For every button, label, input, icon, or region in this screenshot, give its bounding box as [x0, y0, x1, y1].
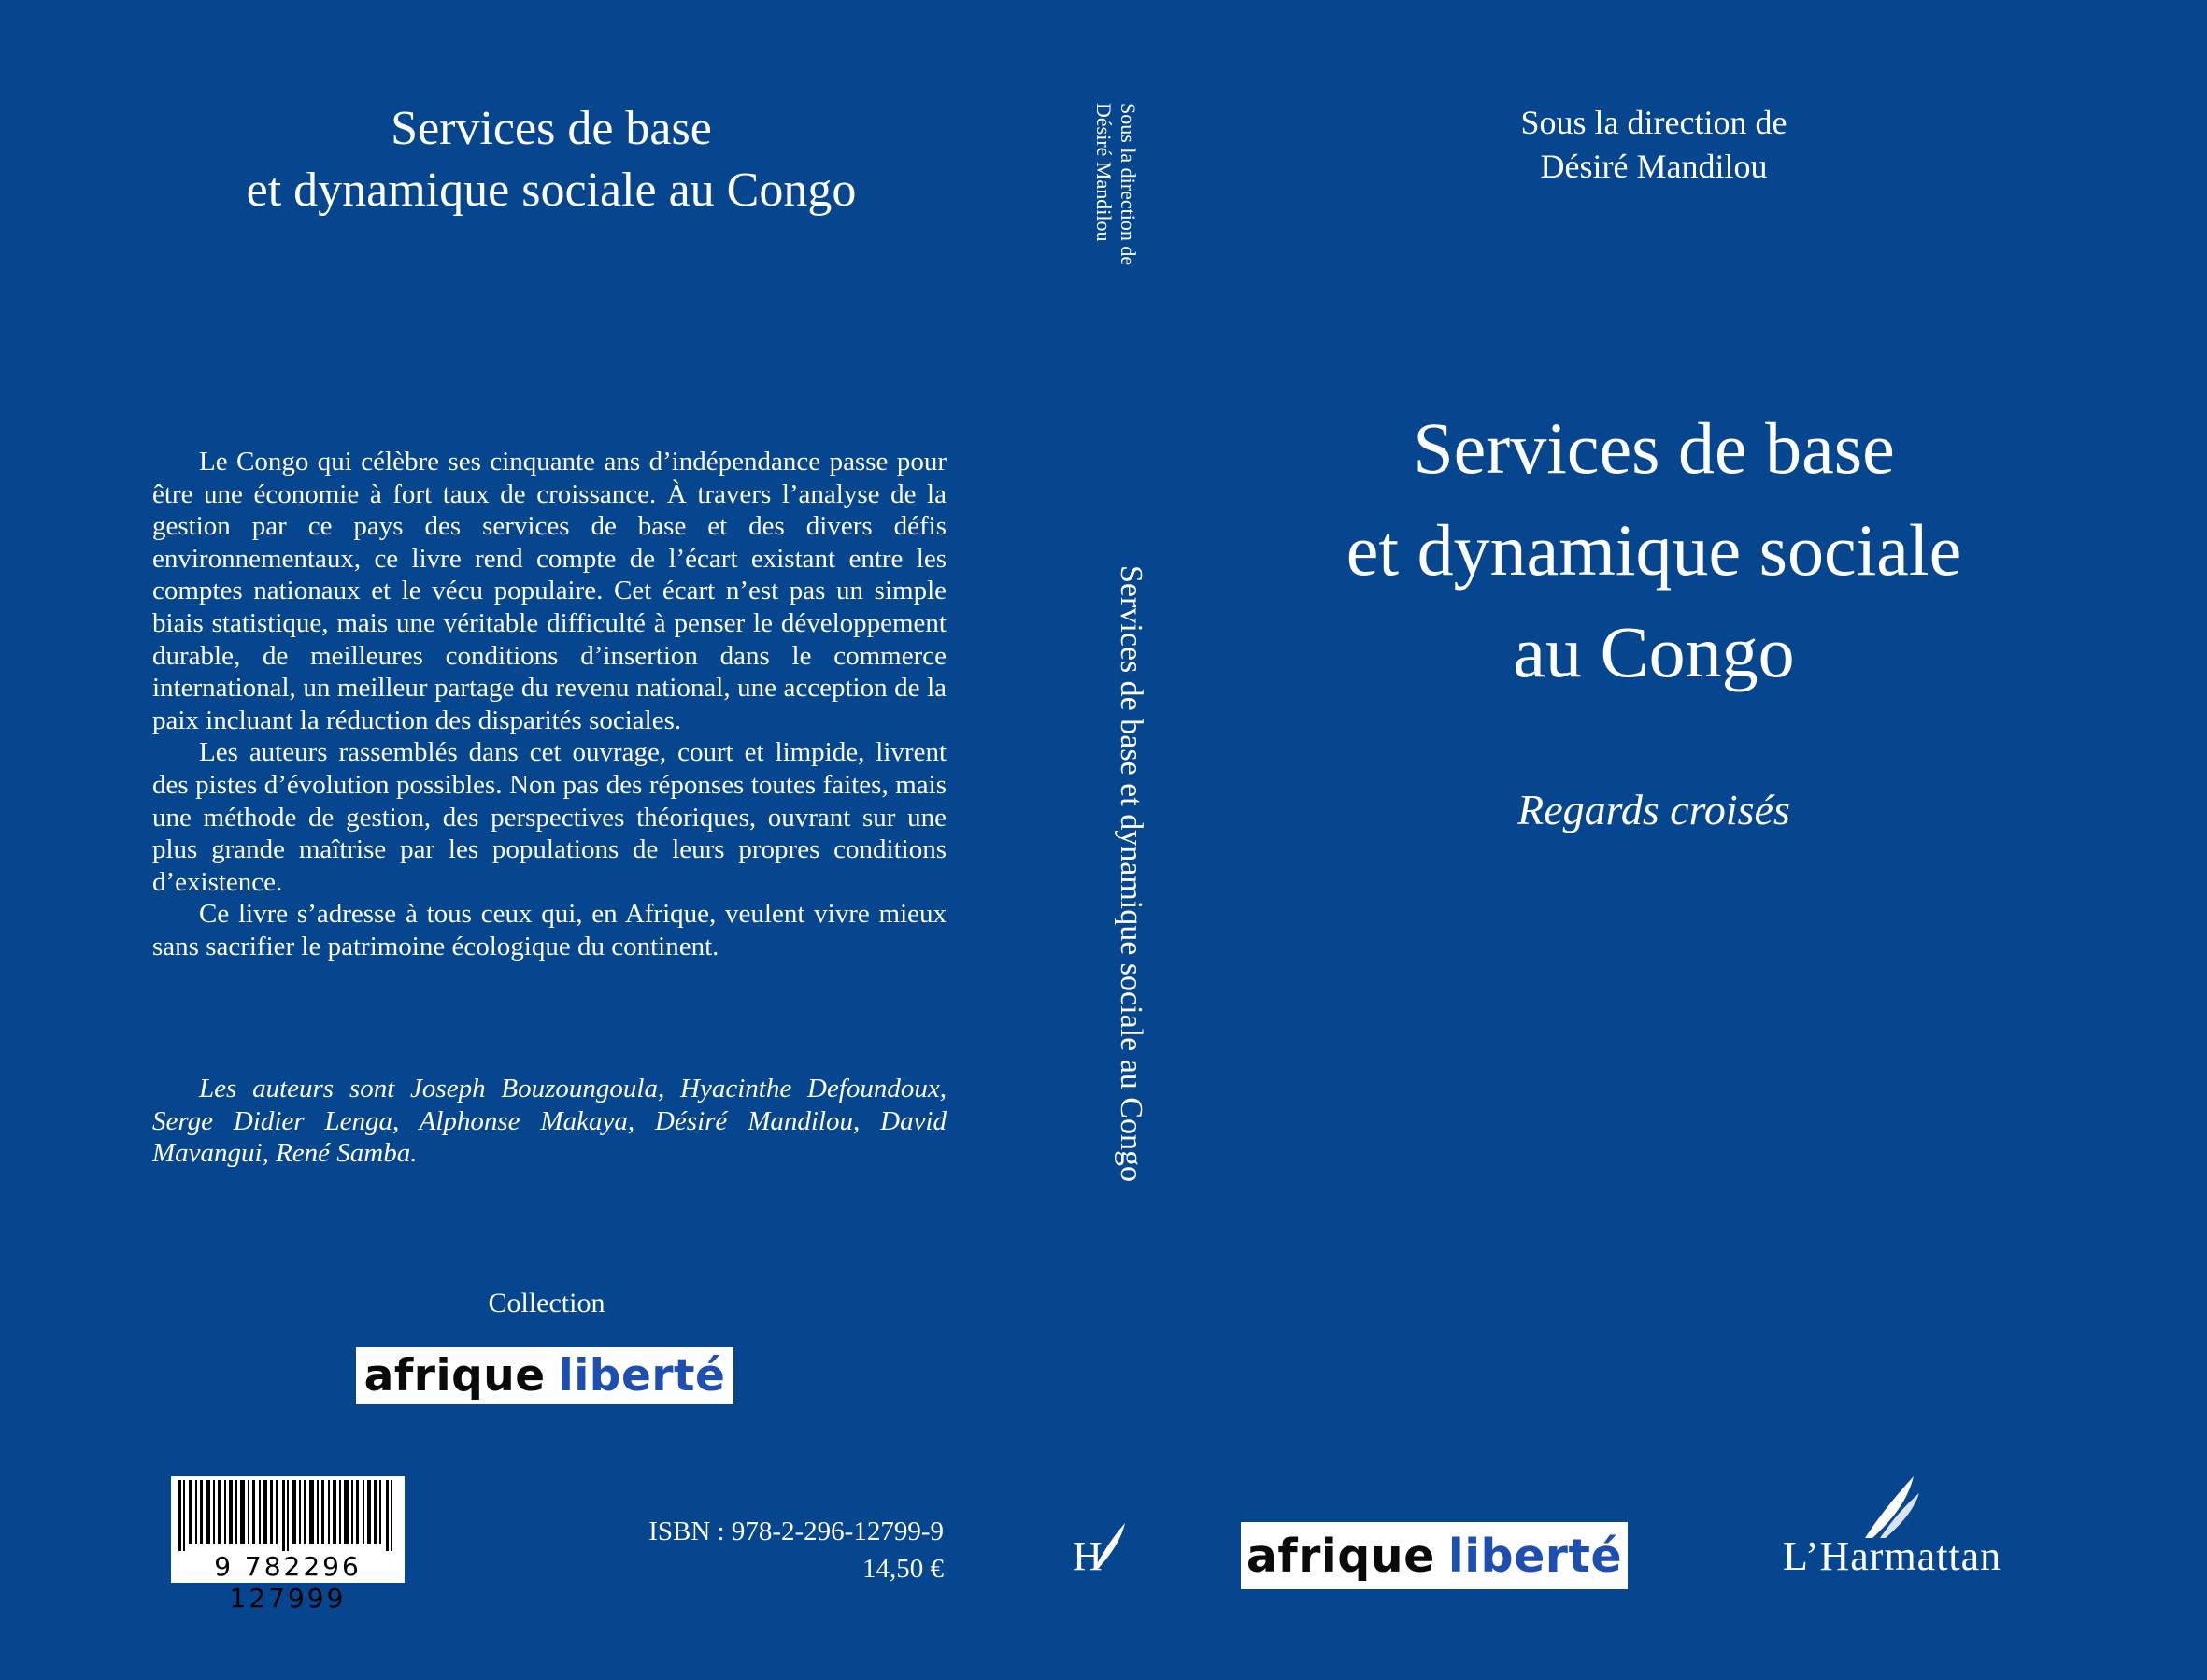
- spine-title-text: Services de base et dynamique sociale au Congo: [1114, 565, 1148, 1182]
- front-cover-subtitle: Regards croisés: [1517, 786, 1790, 833]
- logo-word-liberte: liberté: [558, 1350, 726, 1402]
- collection-label: Collection: [488, 1288, 605, 1318]
- spine-title: [1047, 565, 1159, 1275]
- barcode-digits: 9 782296 127999: [171, 1551, 405, 1583]
- front-title-line-3: au Congo: [1513, 611, 1795, 692]
- front-direction-line-1: Sous la direction de: [1520, 104, 1787, 141]
- front-title-line-2: et dynamique sociale: [1346, 509, 1962, 591]
- back-title-line-2: et dynamique sociale au Congo: [246, 164, 857, 217]
- isbn: ISBN : 978-2-296-12799-9: [648, 1516, 944, 1546]
- spine-publisher-mark: [1067, 1516, 1132, 1581]
- front-cover-title: [1215, 397, 2093, 703]
- harmattan-feather-icon: [1067, 1516, 1132, 1581]
- barcode-bars-icon: [171, 1476, 405, 1551]
- price: 14,50 €: [862, 1554, 944, 1584]
- collection-logo-front: [1241, 1522, 1628, 1589]
- authors-note: [152, 1073, 947, 1170]
- collection-logo-back: [356, 1347, 733, 1404]
- front-direction-line-2: Désiré Mandilou: [1540, 148, 1768, 185]
- back-title-line-1: Services de base: [391, 102, 712, 155]
- spine-mark-letter: H: [1073, 1533, 1103, 1579]
- back-cover-title: [150, 98, 953, 221]
- spine-author-line-2: Désiré Mandilou: [1092, 103, 1116, 242]
- logo-word-afrique: afrique: [1246, 1529, 1435, 1583]
- spine-author: [1047, 103, 1140, 308]
- authors-note-text: Les auteurs sont Joseph Bouzoungoula, Hyacinthe Defoundoux, Serge Didier Lenga, Alphonse Makaya, Désiré Mandilou, David Mavangui, René Samba.: [152, 1074, 947, 1169]
- front-direction: [1374, 101, 1934, 189]
- publisher-name: L’Harmattan: [1783, 1533, 2002, 1579]
- logo-word-liberte: liberté: [1447, 1529, 1623, 1583]
- blurb-paragraph: Les auteurs rassemblés dans cet ouvrage, court et limpide, livrent des pistes d’évolution possibles. Non pas des réponses toutes faites, mais une méthode de gestion, des perspectives théoriques, ouvrant sur une plus grande maîtrise par les populations de leurs propres conditions d’existence.: [152, 737, 947, 897]
- spine-author-line-1: Sous la direction de: [1117, 103, 1140, 266]
- blurb-paragraph: Le Congo qui célèbre ses cinquante ans d’indépendance passe pour être une économie à fort taux de croissance. À travers l’analyse de la gestion par ce pays des services de base et des divers défis environnementaux, ce livre rend compte de l’écart existant entre les comptes nationaux et le vécu populaire. Cet écart n’est pas un simple biais statistique, mais une véritable difficulté à penser le développement durable, de meilleures conditions d’insertion dans le commerce international, un meilleur partage du revenu national, une acception de la paix incluant la réduction des disparités sociales.: [152, 447, 947, 735]
- blurb-paragraph: Ce livre s’adresse à tous ceux qui, en Afrique, veulent vivre mieux sans sacrifier le patrimoine écologique du continent.: [152, 899, 947, 961]
- front-title-line-1: Services de base: [1413, 407, 1895, 489]
- back-cover-blurb: [152, 446, 947, 963]
- logo-word-afrique: afrique: [363, 1350, 546, 1402]
